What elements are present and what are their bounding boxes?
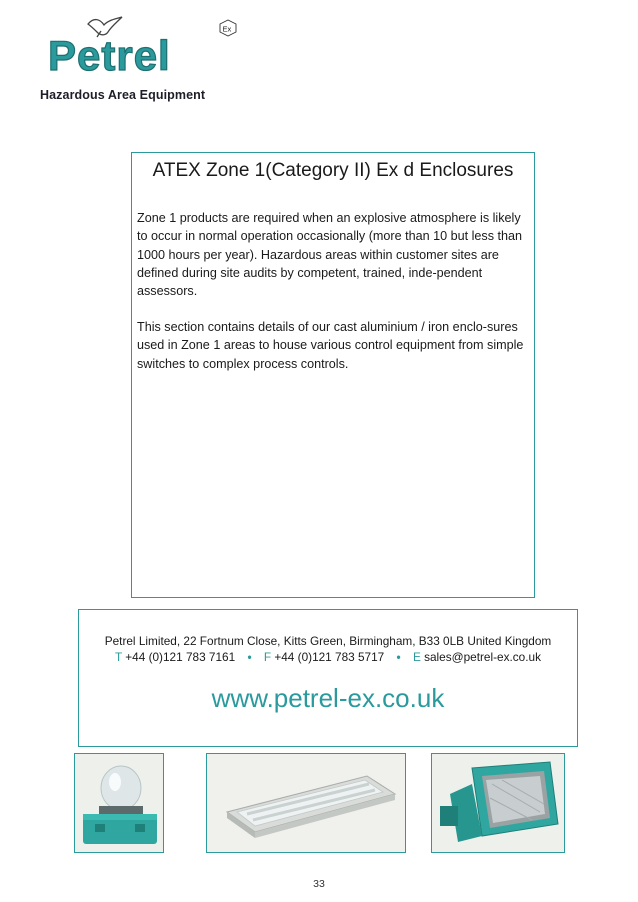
separator-dot: • [396, 650, 401, 664]
phone-label: T [115, 650, 122, 664]
petrel-bird-logo-icon [38, 14, 248, 88]
page-title: ATEX Zone 1(Category II) Ex d Enclosures [152, 160, 514, 181]
phone-number: +44 (0)121 783 7161 [125, 650, 236, 664]
well-glass-light-icon [75, 754, 164, 853]
intro-paragraph-2: This section contains details of our cast aluminium / iron enclo-sures used in Zone 1 areas to house various control equipment from simple switches to complex process controls. [137, 320, 524, 371]
intro-paragraph-1: Zone 1 products are required when an explosive atmosphere is likely to occur in normal operation occasionally (more than 10 but less than 1000 hours per year). Hazardous areas within customer sites are defined during site audits by competent, trained, inde-pendent assessors. [137, 211, 523, 299]
contact-line [79, 650, 577, 664]
page-number: 33 [313, 878, 325, 890]
intro-box [131, 152, 535, 598]
product-photo-well-glass [74, 753, 164, 853]
product-photo-floodlight [431, 753, 565, 853]
separator-dot: • [247, 650, 252, 664]
product-photo-linear-fitting [206, 753, 406, 853]
svg-text:Ex: Ex [222, 24, 232, 34]
svg-text:Petrel: Petrel [48, 32, 171, 79]
website-link[interactable]: www.petrel-ex.co.uk [211, 683, 445, 713]
contact-box [78, 609, 578, 747]
fax-number: +44 (0)121 783 5717 [274, 650, 385, 664]
petrel-logo [38, 14, 248, 106]
email-label: E [412, 650, 421, 664]
floodlight-icon [432, 754, 565, 853]
company-address: Petrel Limited, 22 Fortnum Close, Kitts Green, Birmingham, B33 0LB United Kingdom [104, 634, 552, 648]
email-link[interactable]: sales@petrel-ex.co.uk [424, 650, 541, 664]
tagline: Hazardous Area Equipment [40, 88, 206, 102]
linear-fluorescent-light-icon [207, 754, 406, 853]
fax-label: F [263, 650, 272, 664]
ex-mark-icon [220, 20, 236, 36]
